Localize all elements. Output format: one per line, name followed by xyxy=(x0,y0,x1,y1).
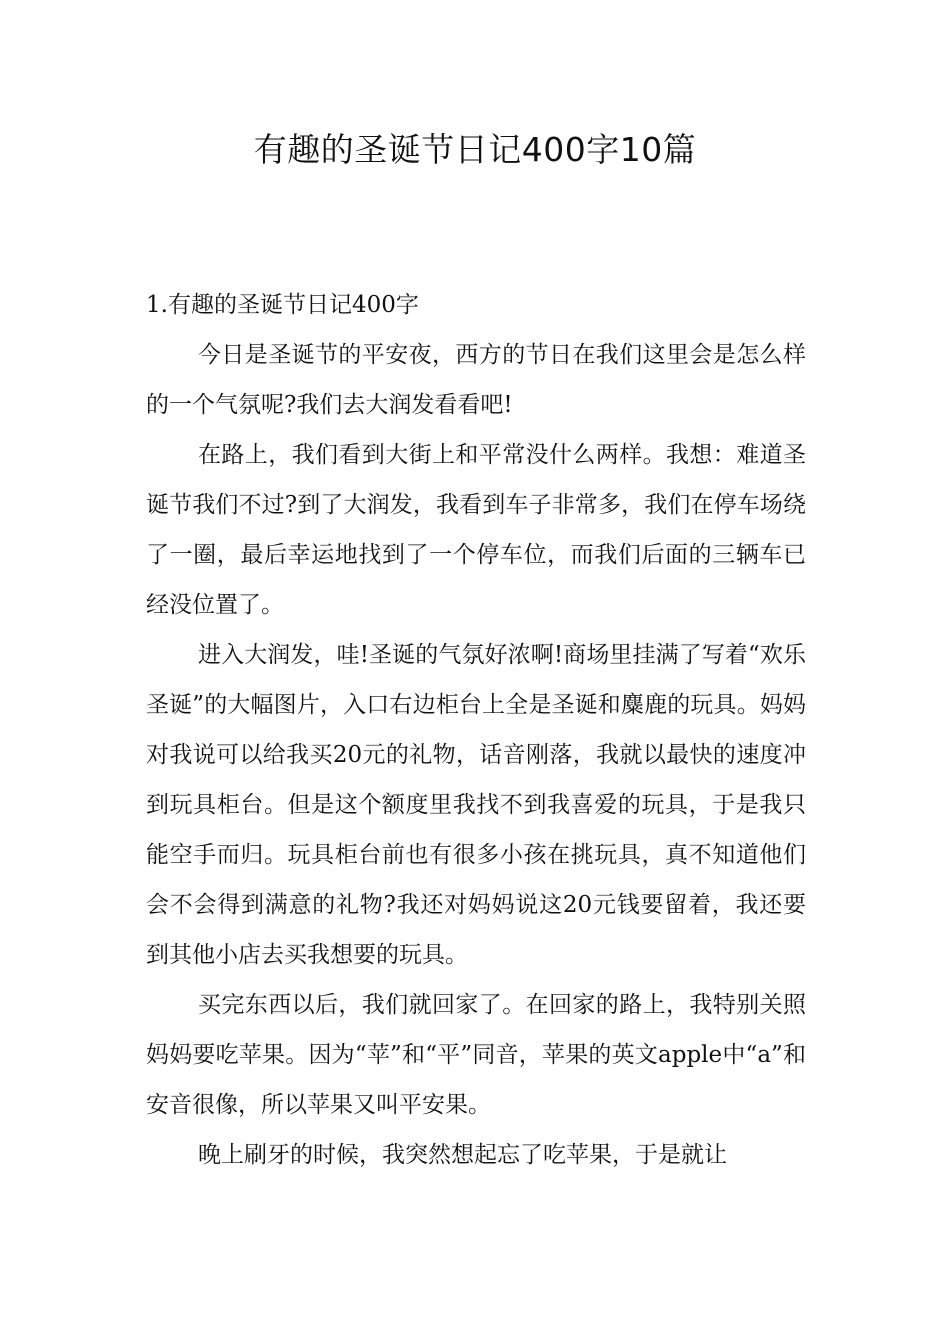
paragraph-4: 买完东西以后，我们就回家了。在回家的路上，我特别关照妈妈要吃苹果。因为“苹”和“平”同音，苹果的英文apple中“a”和安音很像，所以苹果又叫平安果。 xyxy=(146,992,806,1118)
section-heading: 1.有趣的圣诞节日记400字 xyxy=(146,292,419,318)
document-title: 有趣的圣诞节日记400字10篇 xyxy=(253,130,697,169)
document-body xyxy=(146,280,806,1180)
paragraph-2: 在路上，我们看到大街上和平常没什么两样。我想：难道圣诞节我们不过?到了大润发，我看到车子非常多，我们在停车场绕了一圈，最后幸运地找到了一个停车位，而我们后面的三辆车已经没位置了。 xyxy=(146,442,806,618)
paragraph-1: 今日是圣诞节的平安夜，西方的节日在我们这里会是怎么样的一个气氛呢?我们去大润发看看吧! xyxy=(146,342,806,418)
paragraph-5: 晚上刷牙的时候，我突然想起忘了吃苹果，于是就让 xyxy=(198,1142,727,1168)
paragraph-3: 进入大润发，哇!圣诞的气氛好浓啊!商场里挂满了写着“欢乐圣诞”的大幅图片，入口右边柜台上全是圣诞和麋鹿的玩具。妈妈对我说可以给我买20元的礼物，话音刚落，我就以最快的速度冲到玩具柜台。但是这个额度里我找不到我喜爱的玩具，于是我只能空手而归。玩具柜台前也有很多小孩在挑玩具，真不知道他们会不会得到满意的礼物?我还对妈妈说这20元钱要留着，我还要到其他小店去买我想要的玩具。 xyxy=(146,642,806,968)
